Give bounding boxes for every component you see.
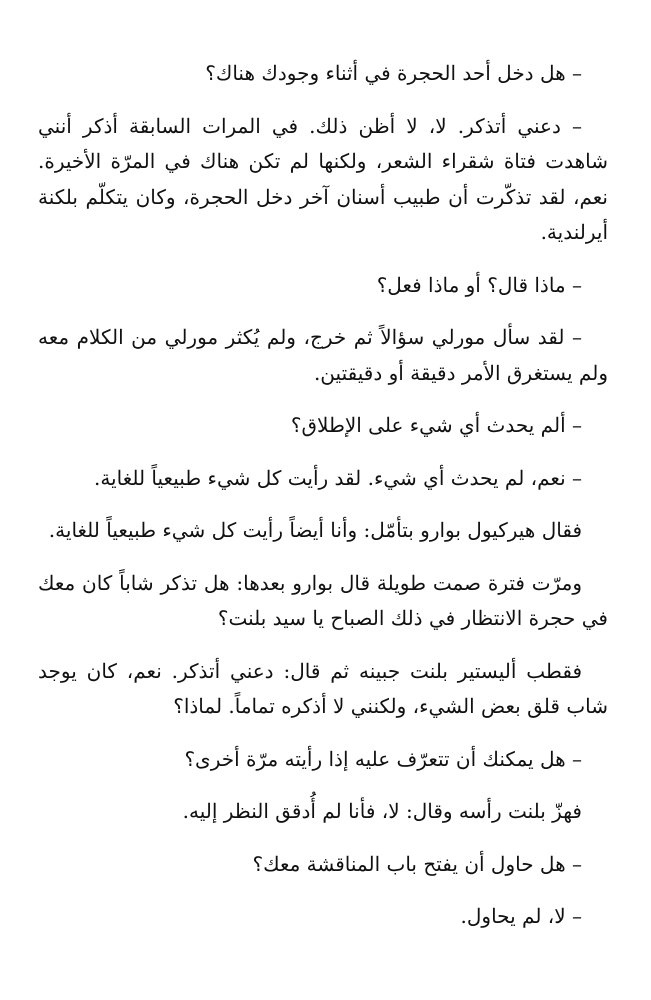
dialogue-paragraph-1: – هل دخل أحد الحجرة في أثناء وجودك هناك؟ [205,61,582,85]
narration-paragraph-9: فقطب أليستير بلنت جبينه ثم قال: دعني أتذكر. نعم، كان يوجد شاب قلق بعض الشيء، ولكنني لا أذكره تماماً. لماذا؟ [38,658,608,718]
narration-paragraph-11: فهزّ بلنت رأسه وقال: لا، فأنا لم أُدقق النظر إليه. [182,799,582,823]
narration-paragraph-8: ومرّت فترة صمت طويلة قال بوارو بعدها: هل تذكر شاباً كان معك في حجرة الانتظار في ذلك الصباح يا سيد بلنت؟ [38,570,608,630]
dialogue-paragraph-12: – هل حاول أن يفتح باب المناقشة معك؟ [252,851,582,876]
dialogue-paragraph-6: – نعم، لم يحدث أي شيء. لقد رأيت كل شيء طبيعياً للغاية. [93,465,582,490]
dialogue-paragraph-3: – ماذا قال؟ أو ماذا فعل؟ [376,272,582,297]
narration-paragraph-7: فقال هيركيول بوارو بتأمّل: وأنا أيضاً رأيت كل شيء طبيعياً للغاية. [48,518,582,542]
dialogue-paragraph-10: – هل يمكنك أن تتعرّف عليه إذا رأيته مرّة أخرى؟ [184,746,582,771]
book-page [38,56,608,952]
dialogue-paragraph-13: – لا، لم يحاول. [460,904,582,928]
dialogue-paragraph-4: – لقد سأل مورلي سؤالاً ثم خرج، ولم يُكثر مورلي من الكلام معه ولم يستغرق الأمر دقيقة أو دقيقتين. [38,325,608,385]
dialogue-paragraph-2: – دعني أتذكر. لا، لا أظن ذلك. في المرات السابقة أذكر أنني شاهدت فتاة شقراء الشعر، ولكنها لم تكن هناك في المرّة الأخيرة. نعم، لقد تذكّرت أن طبيب أسنان آخر دخل الحجرة، وكان يتكلّم بلكنة أيرلندية. [38,113,608,244]
dialogue-paragraph-5: – ألم يحدث أي شيء على الإطلاق؟ [290,413,582,437]
